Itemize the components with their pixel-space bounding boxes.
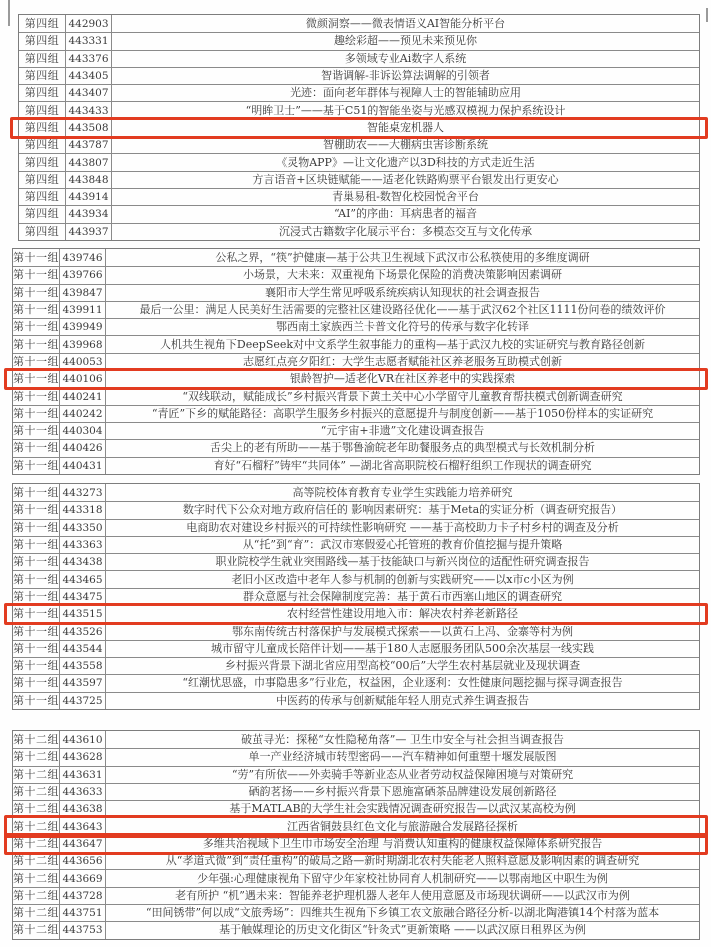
table-row bbox=[13, 422, 699, 439]
project-id-cell: 440053 bbox=[60, 354, 106, 370]
project-title-cell: 硒韵茗扬——乡村振兴背景下恩施富硒茶品牌建设发展创新路径 bbox=[248, 785, 557, 799]
table-row bbox=[13, 588, 699, 605]
table-row bbox=[13, 318, 699, 335]
group-cell: 第十一组 bbox=[13, 520, 60, 536]
project-title-cell: 银龄智护—适老化VR在社区养老中的实践探索 bbox=[289, 372, 516, 386]
table-row bbox=[13, 553, 699, 570]
table-row bbox=[19, 205, 699, 222]
project-title-cell: 舌尖上的老有所助——基于鄂鲁渝皖老年助餐服务点的典型模式与长效机制分析 bbox=[210, 441, 595, 455]
project-id-cell: 443363 bbox=[60, 537, 106, 553]
table-row bbox=[13, 335, 699, 352]
table-row bbox=[13, 457, 699, 474]
table-row bbox=[13, 284, 699, 301]
project-title-cell: 基于MATLAB的大学生社会实践情况调查研究报告—以武汉某高校为例 bbox=[229, 802, 576, 816]
table-row bbox=[19, 84, 699, 101]
table-row bbox=[13, 249, 699, 266]
table-row-highlighted bbox=[13, 605, 699, 622]
table-row bbox=[13, 301, 699, 318]
table-row bbox=[13, 640, 699, 657]
table-row bbox=[19, 101, 699, 118]
table-row bbox=[13, 501, 699, 518]
table-row bbox=[19, 15, 699, 32]
project-id-cell: 443433 bbox=[66, 102, 112, 118]
project-id-cell: 439911 bbox=[60, 302, 106, 318]
project-title-cell: 趣绘彩超——预见未来预见你 bbox=[334, 34, 477, 48]
project-title-cell: 最后一公里：满足人民美好生活需要的完整社区建设路径优化——基于武汉62个社区1111份问卷的绩效评价 bbox=[139, 303, 666, 317]
table-row bbox=[19, 153, 699, 170]
project-title-cell: 数字时代下公众对地方政府信任的 影响因素研究：基于Meta的实证分析（调查研究报告） bbox=[182, 503, 623, 517]
project-title-cell: 小场景，大未来：双重视角下场景化保险的消费决策影响因素调研 bbox=[243, 268, 562, 282]
table-row bbox=[13, 622, 699, 639]
project-id-cell: 443526 bbox=[60, 623, 106, 639]
project-id-cell: 443508 bbox=[66, 120, 112, 136]
project-title-cell: 公私之界，“筷”护健康—基于公共卫生视域下武汉市公私筷使用的多维度调研 bbox=[215, 250, 590, 264]
project-id-cell: 439847 bbox=[60, 285, 106, 301]
project-id-cell: 443934 bbox=[66, 206, 112, 222]
group-cell: 第四组 bbox=[19, 206, 66, 222]
group-cell: 第四组 bbox=[19, 224, 66, 240]
project-id-cell: 443751 bbox=[60, 905, 106, 921]
group-cell: 第四组 bbox=[19, 137, 66, 153]
project-title-cell: “青匠”下乡的赋能路径：高职学生服务乡村振兴的意愿提升与制度创新——基于1050份样本的实证研究 bbox=[151, 406, 654, 420]
table-row bbox=[19, 136, 699, 153]
group-cell: 第四组 bbox=[19, 120, 66, 136]
project-id-cell: 443376 bbox=[66, 51, 112, 67]
group-cell: 第四组 bbox=[19, 15, 66, 32]
table-row bbox=[13, 852, 699, 869]
table-row bbox=[13, 692, 699, 709]
project-id-cell: 443515 bbox=[60, 606, 106, 622]
project-title-cell: 中医药的传承与创新赋能年轻人朋克式养生调查报告 bbox=[276, 693, 529, 707]
project-title-cell: 微颜洞察——微表情语义AI智能分析平台 bbox=[305, 16, 506, 30]
project-id-cell: 443807 bbox=[66, 154, 112, 170]
table-row bbox=[13, 519, 699, 536]
group-cell: 第十一组 bbox=[13, 319, 60, 335]
project-id-cell: 443753 bbox=[60, 922, 106, 938]
group-cell: 第十一组 bbox=[13, 641, 60, 657]
project-id-cell: 443610 bbox=[60, 731, 106, 748]
project-title-cell: 破茧寻光：探秘“女性隐秘角落”— 卫生巾安全与社会担当调查报告 bbox=[241, 732, 564, 746]
table-row bbox=[13, 904, 699, 921]
group-cell: 第十二组 bbox=[13, 853, 60, 869]
project-title-cell: 群众意愿与社会保障制度完善：基于黄石市西塞山地区的调查研究 bbox=[243, 589, 562, 603]
project-id-cell: 443597 bbox=[60, 675, 106, 691]
project-title-cell: 鄂东南传统古村落保护与发展模式探索——以黄石上冯、金寨等村为例 bbox=[232, 624, 573, 638]
table-row bbox=[19, 50, 699, 67]
project-title-cell: 职业院校学生就业突围路线—基于技能缺口与新兴岗位的适配性研究调查报告 bbox=[215, 555, 590, 569]
group-cell: 第十二组 bbox=[13, 731, 60, 748]
group-cell: 第十一组 bbox=[13, 302, 60, 318]
project-title-cell: 乡村振兴背景下湖北省应用型高校“00后”大学生农村基层就业及现状调查 bbox=[224, 659, 581, 673]
project-id-cell: 443558 bbox=[60, 658, 106, 674]
table-section-group11-a bbox=[12, 248, 700, 475]
table-row-highlighted bbox=[13, 835, 699, 852]
project-title-cell: 单一产业经济城市转型密码——汽车精神如何重塑十堰发展版图 bbox=[248, 750, 557, 764]
scan-edge-artifact-left bbox=[8, 0, 10, 26]
project-title-cell: 人机共生视角下DeepSeek对中文系学生叙事能力的重构—基于武汉九校的实证研究与教育路径创新 bbox=[159, 337, 646, 351]
project-title-cell: “双线联动，赋能成长”乡村振兴背景下黄土关中心小学留守儿童教育帮扶模式创新调查研究 bbox=[182, 389, 623, 403]
table-row bbox=[13, 921, 699, 938]
group-cell: 第十一组 bbox=[13, 693, 60, 709]
project-title-cell: 电商助农对建设乡村振兴的可持续性影响研究 ——基于高校助力卡子村乡村的调查及分析 bbox=[186, 520, 619, 534]
group-cell: 第十一组 bbox=[13, 285, 60, 301]
group-cell: 第十一组 bbox=[13, 658, 60, 674]
group-cell: 第十二组 bbox=[13, 836, 60, 852]
project-title-cell: 智谐调解-非诉讼算法调解的引领者 bbox=[321, 69, 490, 83]
table-row bbox=[13, 387, 699, 404]
project-id-cell: 443318 bbox=[60, 502, 106, 518]
group-cell: 第十一组 bbox=[13, 388, 60, 404]
project-id-cell: 443405 bbox=[66, 68, 112, 84]
project-title-cell: 高等院校体育教育专业学生实践能力培养研究 bbox=[292, 485, 513, 499]
group-cell: 第十一组 bbox=[13, 458, 60, 474]
project-id-cell: 439766 bbox=[60, 267, 106, 283]
group-cell: 第十一组 bbox=[13, 267, 60, 283]
group-cell: 第十一组 bbox=[13, 249, 60, 266]
group-cell: 第四组 bbox=[19, 85, 66, 101]
table-row bbox=[13, 748, 699, 765]
project-id-cell: 443438 bbox=[60, 554, 106, 570]
table-row bbox=[13, 800, 699, 817]
project-title-cell: 方言语音+区块链赋能——适老化铁路购票平台银发出行更安心 bbox=[252, 172, 559, 186]
table-row bbox=[13, 766, 699, 783]
group-cell: 第十一组 bbox=[13, 589, 60, 605]
group-cell: 第十二组 bbox=[13, 870, 60, 886]
table-row bbox=[13, 869, 699, 886]
group-cell: 第四组 bbox=[19, 154, 66, 170]
group-cell: 第十一组 bbox=[13, 554, 60, 570]
table-row bbox=[19, 188, 699, 205]
project-id-cell: 443273 bbox=[60, 484, 106, 501]
table-row bbox=[19, 67, 699, 84]
group-cell: 第十一组 bbox=[13, 502, 60, 518]
project-title-cell: 智能桌宠机器人 bbox=[367, 120, 444, 134]
project-title-cell: 城市留守儿童成长陪伴计划——基于180人志愿服务团队500余次基层一线实践 bbox=[211, 641, 594, 655]
project-title-cell: “元宇宙+非遗”文化建设调查报告 bbox=[320, 424, 485, 438]
group-cell: 第十二组 bbox=[13, 784, 60, 800]
project-id-cell: 440241 bbox=[60, 388, 106, 404]
project-title-cell: 老旧小区改造中老年人参与机制的创新与实践研究——以x市c小区为例 bbox=[231, 572, 574, 586]
project-id-cell: 443628 bbox=[60, 749, 106, 765]
project-id-cell: 443643 bbox=[60, 818, 106, 834]
project-id-cell: 443633 bbox=[60, 784, 106, 800]
project-id-cell: 443475 bbox=[60, 589, 106, 605]
table-row bbox=[13, 731, 699, 748]
project-id-cell: 443638 bbox=[60, 801, 106, 817]
table-row bbox=[19, 32, 699, 49]
project-title-cell: “明眸卫士”——基于C51的智能坐姿与光感双模视力保护系统设计 bbox=[245, 103, 566, 117]
group-cell: 第十一组 bbox=[13, 440, 60, 456]
project-id-cell: 443350 bbox=[60, 520, 106, 536]
table-row bbox=[13, 887, 699, 904]
project-title-cell: “AI”的序曲：耳病患者的福音 bbox=[333, 207, 478, 221]
table-row bbox=[19, 171, 699, 188]
project-id-cell: 440242 bbox=[60, 406, 106, 422]
group-cell: 第十二组 bbox=[13, 749, 60, 765]
table-row bbox=[13, 484, 699, 501]
project-id-cell: 443937 bbox=[66, 224, 112, 240]
table-row-highlighted bbox=[19, 119, 699, 136]
table-row bbox=[13, 439, 699, 456]
project-title-cell: 多领域专业Ai数字人系统 bbox=[344, 51, 467, 65]
project-title-cell: 从“孝道式微”到“责任重构”的破局之路—新时期湖北农村失能老人照料意愿及影响因素的调查研究 bbox=[165, 854, 640, 868]
project-title-cell: 江西省铜鼓县红色文化与旅游融合发展路径探析 bbox=[287, 819, 518, 833]
group-cell: 第十一组 bbox=[13, 371, 60, 387]
group-cell: 第十一组 bbox=[13, 484, 60, 501]
table-row bbox=[13, 783, 699, 800]
table-section-group11-b bbox=[12, 483, 700, 710]
project-id-cell: 440106 bbox=[60, 371, 106, 387]
table-row bbox=[13, 353, 699, 370]
group-cell: 第十一组 bbox=[13, 406, 60, 422]
group-cell: 第十二组 bbox=[13, 922, 60, 938]
project-id-cell: 439968 bbox=[60, 336, 106, 352]
project-title-cell: 智棚助农——大棚病虫害诊断系统 bbox=[323, 138, 488, 152]
table-row-highlighted bbox=[13, 370, 699, 387]
table-section-group12 bbox=[12, 730, 700, 940]
project-title-cell: 从“托”到“育”：武汉市寒假爱心托管班的教育价值挖掘与提升策略 bbox=[242, 538, 563, 552]
project-id-cell: 439949 bbox=[60, 319, 106, 335]
group-cell: 第十二组 bbox=[13, 801, 60, 817]
project-title-cell: 《灵物APP》—让文化遗产以3D科技的方式走近生活 bbox=[276, 155, 535, 169]
group-cell: 第十一组 bbox=[13, 675, 60, 691]
group-cell: 第十一组 bbox=[13, 537, 60, 553]
table-row bbox=[19, 223, 699, 240]
group-cell: 第四组 bbox=[19, 51, 66, 67]
project-title-cell: 少年强:心理健康视角下留守少年家校社协同育人机制研究——以鄂南地区中职生为例 bbox=[197, 871, 608, 885]
group-cell: 第十一组 bbox=[13, 606, 60, 622]
group-cell: 第十二组 bbox=[13, 888, 60, 904]
project-id-cell: 443631 bbox=[60, 767, 106, 783]
project-title-cell: 志愿红点亮夕阳红：大学生志愿者赋能社区养老服务互助模式创新 bbox=[243, 354, 562, 368]
group-cell: 第四组 bbox=[19, 68, 66, 84]
group-cell: 第十一组 bbox=[13, 336, 60, 352]
table-row bbox=[13, 405, 699, 422]
table-row bbox=[13, 266, 699, 283]
project-id-cell: 443787 bbox=[66, 137, 112, 153]
project-title-cell: “红潮忧思盛，巾事隐患多”行业危，权益困，企业逐利：女性健康问题挖掘与探寻调查报告 bbox=[182, 676, 623, 690]
project-title-cell: 鄂西南土家族西兰卡普文化符号的传承与数字化转译 bbox=[276, 320, 529, 334]
group-cell: 第十一组 bbox=[13, 571, 60, 587]
table-row bbox=[13, 536, 699, 553]
project-title-cell: 多维共治视域下卫生巾市场安全治理 与消费认知重构的健康权益保障体系研究报告 bbox=[202, 836, 603, 850]
project-id-cell: 443331 bbox=[66, 33, 112, 49]
project-title-cell: “劳”有所依——外卖骑手等新业态从业者劳动权益保障困境与对策研究 bbox=[231, 767, 574, 781]
project-id-cell: 440426 bbox=[60, 440, 106, 456]
project-id-cell: 443465 bbox=[60, 571, 106, 587]
table-row bbox=[13, 570, 699, 587]
group-cell: 第十一组 bbox=[13, 423, 60, 439]
project-id-cell: 443914 bbox=[66, 189, 112, 205]
group-cell: 第四组 bbox=[19, 33, 66, 49]
group-cell: 第十二组 bbox=[13, 818, 60, 834]
project-id-cell: 443848 bbox=[66, 172, 112, 188]
project-id-cell: 443544 bbox=[60, 641, 106, 657]
table-row-highlighted bbox=[13, 817, 699, 834]
group-cell: 第十一组 bbox=[13, 354, 60, 370]
group-cell: 第十一组 bbox=[13, 623, 60, 639]
project-id-cell: 443669 bbox=[60, 870, 106, 886]
group-cell: 第四组 bbox=[19, 189, 66, 205]
project-id-cell: 440304 bbox=[60, 423, 106, 439]
table-section-group4 bbox=[18, 14, 700, 241]
project-id-cell: 443407 bbox=[66, 85, 112, 101]
table-row bbox=[13, 674, 699, 691]
project-title-cell: “田间锈带”何以成“文旅秀场”：四维共生视角下乡镇工农文旅融合路径分析-以湖北陶港镇14个村落为蓝本 bbox=[145, 906, 660, 920]
project-id-cell: 442903 bbox=[66, 15, 112, 32]
project-id-cell: 443728 bbox=[60, 888, 106, 904]
group-cell: 第十二组 bbox=[13, 905, 60, 921]
project-id-cell: 443725 bbox=[60, 693, 106, 709]
project-title-cell: 基于触媒理论的历史文化街区“针灸式”更新策略 ——以武汉原日租界区为例 bbox=[219, 923, 586, 937]
project-title-cell: 沉浸式古籍数字化展示平台：多模态交互与文化传承 bbox=[279, 224, 532, 238]
project-id-cell: 443656 bbox=[60, 853, 106, 869]
project-title-cell: 青巢易租-数智化校园悦舍平台 bbox=[332, 190, 479, 204]
project-id-cell: 443647 bbox=[60, 836, 106, 852]
table-row bbox=[13, 657, 699, 674]
project-id-cell: 439746 bbox=[60, 249, 106, 266]
project-title-cell: 农村经营性建设用地入市：解决农村养老新路径 bbox=[287, 607, 518, 621]
project-title-cell: 襄阳市大学生常见呼吸系统疾病认知现状的社会调查报告 bbox=[265, 285, 540, 299]
project-title-cell: 光迹：面向老年群体与视障人士的智能辅助应用 bbox=[290, 86, 521, 100]
group-cell: 第四组 bbox=[19, 102, 66, 118]
group-cell: 第四组 bbox=[19, 172, 66, 188]
project-title-cell: 育好“石榴籽”铸牢“共同体” —湖北省高职院校石榴籽组织工作现状的调查研究 bbox=[213, 458, 592, 472]
project-id-cell: 440431 bbox=[60, 458, 106, 474]
group-cell: 第十二组 bbox=[13, 767, 60, 783]
project-title-cell: 老有所护 “机”遇未来：智能养老护理机器人老年人使用意愿及市场现状调研——以武汉市为例 bbox=[175, 888, 630, 902]
scan-edge-artifact-right bbox=[706, 8, 708, 22]
